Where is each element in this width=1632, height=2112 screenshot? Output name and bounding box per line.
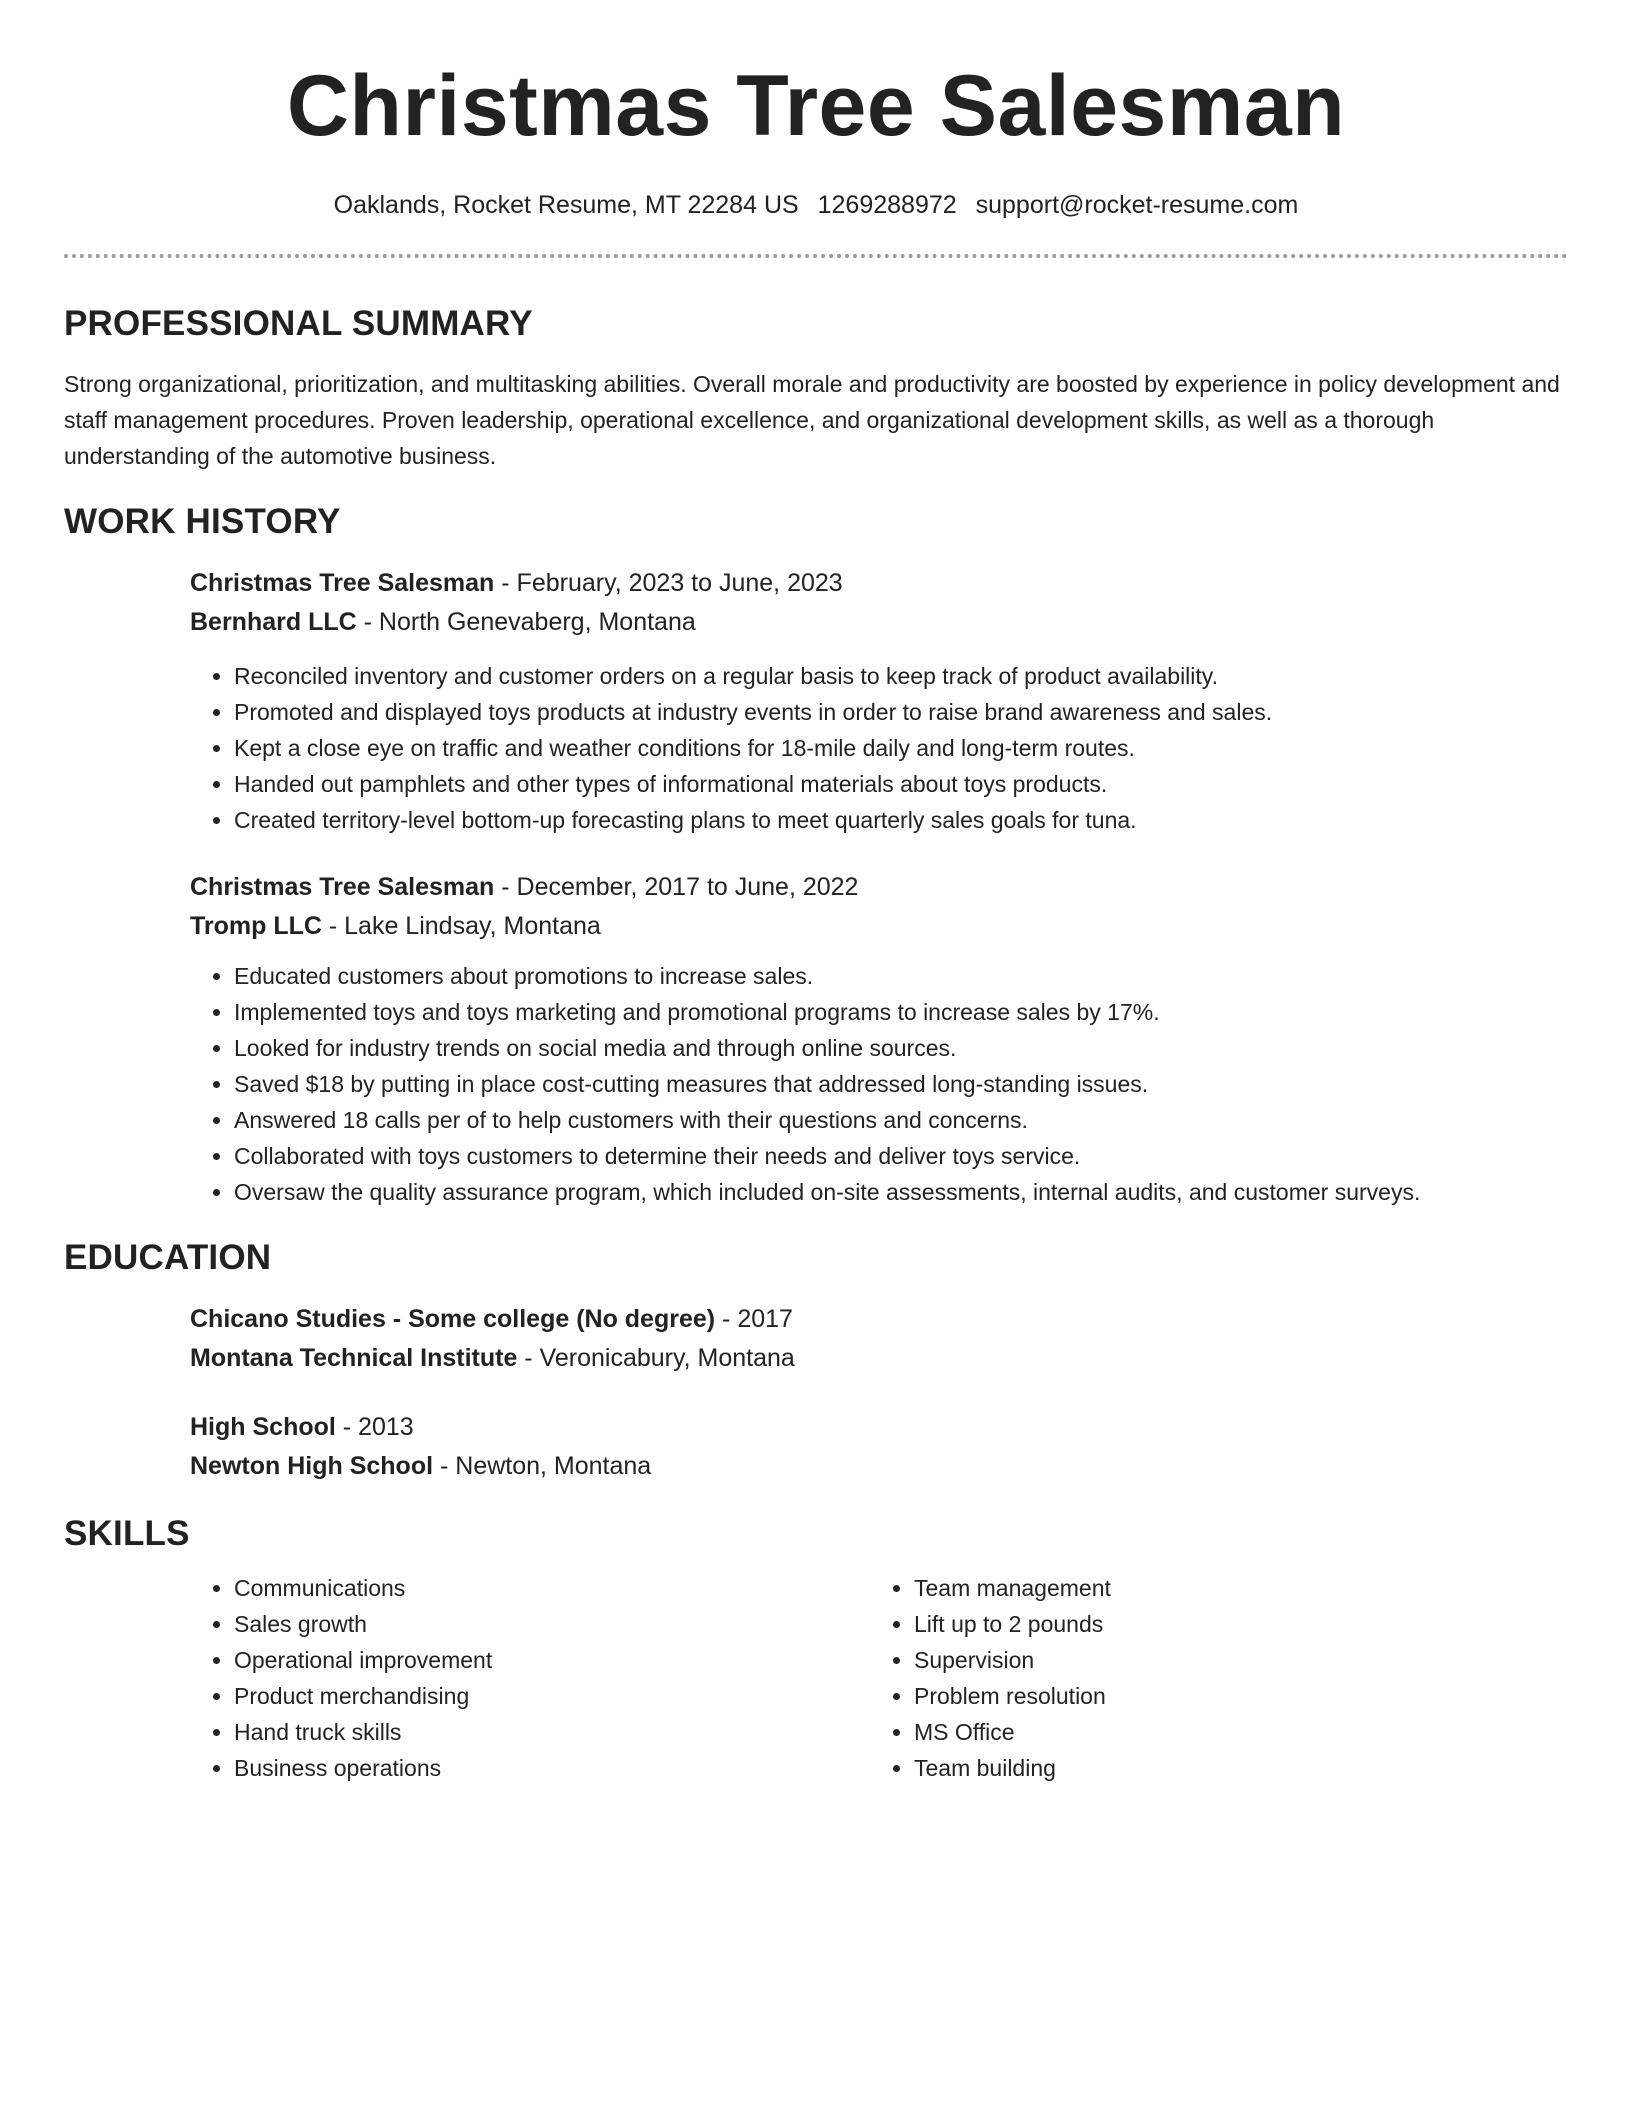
job-company-line xyxy=(190,907,1568,946)
skill-item: • Operational improvement xyxy=(234,1642,870,1678)
education-school-line xyxy=(190,1339,1568,1378)
header-divider xyxy=(64,254,1568,258)
skills-columns xyxy=(190,1570,1568,1786)
list-item: • Collaborated with toys customers to determine their needs and deliver toys service. xyxy=(234,1138,1568,1174)
job-dates: - February, 2023 to June, 2023 xyxy=(494,569,843,597)
job-bullets xyxy=(190,658,1568,838)
summary-text: Strong organizational, prioritization, and multitasking abilities. Overall morale and productivity are boosted by experience in policy development and staff management procedures. Proven leadership, operational excellence, and organizational development skills, as well as a thorough understanding of the automotive business. xyxy=(64,371,1560,469)
education-entry xyxy=(190,1300,1568,1378)
section-title-work: WORK HISTORY xyxy=(64,502,341,541)
contact-line xyxy=(0,190,1632,220)
contact-email: support@rocket-resume.com xyxy=(975,191,1299,219)
education-school-line xyxy=(190,1447,1568,1486)
job-role: Christmas Tree Salesman xyxy=(190,569,495,597)
job-title-line xyxy=(190,868,1568,907)
job-bullets xyxy=(190,958,1568,1210)
job-company-line xyxy=(190,603,1568,642)
education-degree-line xyxy=(190,1408,1568,1447)
skill-item: • Hand truck skills xyxy=(234,1714,870,1750)
section-title-education: EDUCATION xyxy=(64,1238,272,1277)
education-degree-line xyxy=(190,1300,1568,1339)
contact-address: Oaklands, Rocket Resume, MT 22284 US xyxy=(333,191,799,219)
education-section xyxy=(64,1238,1568,1486)
skill-item: • Business operations xyxy=(234,1750,870,1786)
skill-item: • Team building xyxy=(914,1750,1550,1786)
skill-item: • Team management xyxy=(914,1570,1550,1606)
job-role: Christmas Tree Salesman xyxy=(190,873,495,901)
work-section xyxy=(64,502,1568,1210)
list-item: • Created territory-level bottom-up forecasting plans to meet quarterly sales goals for tuna. xyxy=(234,802,1568,838)
education-degree: High School xyxy=(190,1413,336,1441)
list-item: • Looked for industry trends on social media and through online sources. xyxy=(234,1030,1568,1066)
section-title-skills: SKILLS xyxy=(64,1514,190,1553)
list-item: • Educated customers about promotions to increase sales. xyxy=(234,958,1568,994)
skills-section xyxy=(64,1514,1568,1786)
skill-item: • Communications xyxy=(234,1570,870,1606)
list-item: • Handed out pamphlets and other types of informational materials about toys products. xyxy=(234,766,1568,802)
candidate-name: Christmas Tree Salesman xyxy=(286,58,1346,154)
skills-list-right xyxy=(870,1570,1550,1786)
education-location: - Veronicabury, Montana xyxy=(517,1344,795,1372)
job-company: Bernhard LLC xyxy=(190,608,357,636)
list-item: • Answered 18 calls per of to help customers with their questions and concerns. xyxy=(234,1102,1568,1138)
education-year: - 2013 xyxy=(335,1413,414,1441)
list-item: • Oversaw the quality assurance program, which included on-site assessments, internal audits, and customer surveys. xyxy=(234,1174,1568,1210)
contact-phone: 1269288972 xyxy=(817,191,957,219)
education-entry xyxy=(190,1408,1568,1486)
education-degree: Chicano Studies - Some college (No degree) xyxy=(190,1305,716,1333)
list-item: • Saved $18 by putting in place cost-cutting measures that addressed long-standing issues. xyxy=(234,1066,1568,1102)
resume-header xyxy=(0,0,1632,220)
job-location: - Lake Lindsay, Montana xyxy=(321,912,601,940)
job-entry xyxy=(190,868,1568,1210)
skills-list-left xyxy=(190,1570,870,1786)
section-title-summary: PROFESSIONAL SUMMARY xyxy=(64,304,533,343)
skill-item: • MS Office xyxy=(914,1714,1550,1750)
skills-column-right xyxy=(870,1570,1550,1786)
job-title-line xyxy=(190,564,1568,603)
skills-column-left xyxy=(190,1570,870,1786)
job-dates: - December, 2017 to June, 2022 xyxy=(494,873,859,901)
list-item: • Promoted and displayed toys products at industry events in order to raise brand awareness and sales. xyxy=(234,694,1568,730)
job-company: Tromp LLC xyxy=(190,912,322,940)
education-school: Montana Technical Institute xyxy=(190,1344,518,1372)
skill-item: • Lift up to 2 pounds xyxy=(914,1606,1550,1642)
summary-section xyxy=(64,304,1568,474)
education-year: - 2017 xyxy=(715,1305,793,1333)
skill-item: • Sales growth xyxy=(234,1606,870,1642)
list-item: • Reconciled inventory and customer orders on a regular basis to keep track of product availability. xyxy=(234,658,1568,694)
education-school: Newton High School xyxy=(190,1452,434,1480)
skill-item: • Problem resolution xyxy=(914,1678,1550,1714)
job-location: - North Genevaberg, Montana xyxy=(356,608,696,636)
job-entry xyxy=(190,564,1568,838)
list-item: • Kept a close eye on traffic and weather conditions for 18-mile daily and long-term routes. xyxy=(234,730,1568,766)
education-location: - Newton, Montana xyxy=(433,1452,652,1480)
skill-item: • Product merchandising xyxy=(234,1678,870,1714)
list-item: • Implemented toys and toys marketing and promotional programs to increase sales by 17%. xyxy=(234,994,1568,1030)
skill-item: • Supervision xyxy=(914,1642,1550,1678)
